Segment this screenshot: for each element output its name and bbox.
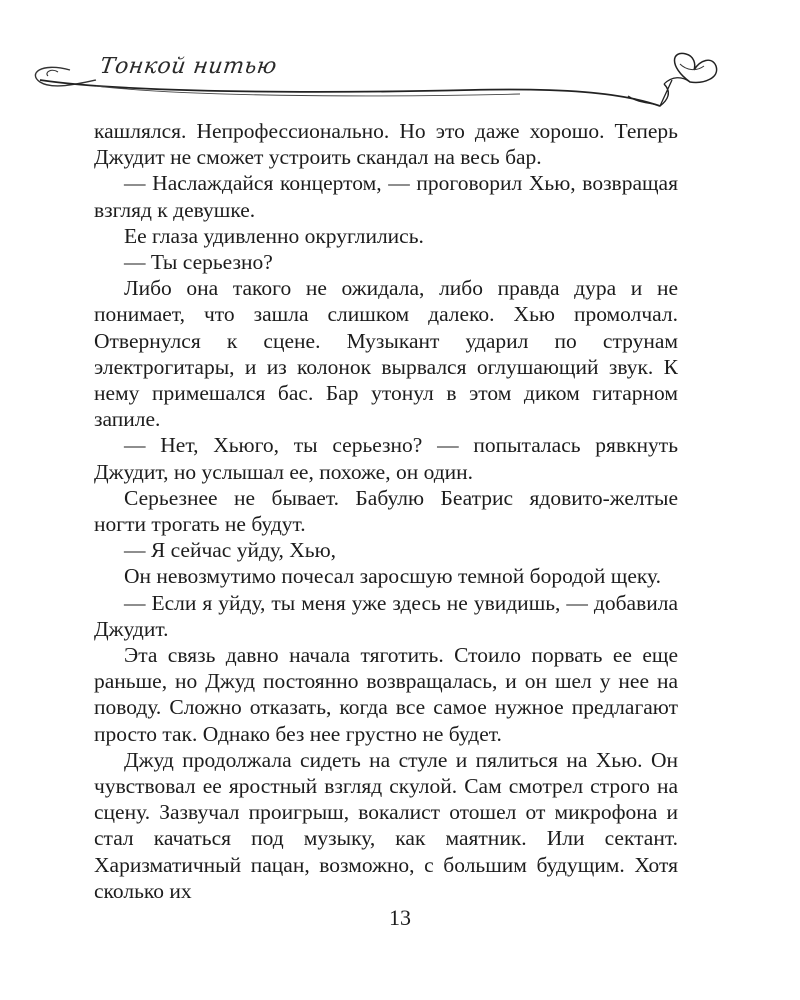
paragraph: Джуд продолжала сидеть на стуле и пялиться на Хью. Он чувствовал ее яростный взгляд скулой. Сам смотрел строго на сцену. Зазвучал проигрыш, вокалист отошел от микрофона и стал качаться под музыку, как маятник. Или сектант. Харизматичный пацан, возможно, с большим будущим. Хотя сколько их [94,747,678,903]
paragraph: — Я сейчас уйду, Хью, [124,538,337,563]
body-text [94,118,678,904]
running-header [0,40,800,130]
paragraph: Он невозмутимо почесал заросшую темной бородой щеку. [124,564,662,589]
paragraph: — Наслаждайся концертом, — проговорил Хью, возвращая взгляд к девушке. [94,171,678,222]
paragraph: Серьезнее не бывает. Бабулю Беатрис ядовито-желтые ногти трогать не будут. [94,485,678,537]
paragraph: Либо она такого не ожидала, либо правда дура и не понимает, что зашла слишком далеко. Хью промолчал. Отвернулся к сцене. Музыкант ударил по струнам электрогитары, и из колонок вырвался оглушающий звук. К нему примешался бас. Бар утонул в этом диком гитарном запиле. [94,276,678,432]
paragraph: — Если я уйду, ты меня уже здесь не увидишь, — добавила Джудит. [94,590,678,641]
paragraph: Ее глаза удивленно округлились. [124,223,424,248]
paragraph: — Ты серьезно? [124,250,273,275]
page-number: 13 [389,905,411,930]
paragraph: кашлялся. Непрофессионально. Но это даже хорошо. Теперь Джудит не сможет устроить скандал на весь бар. [94,119,678,170]
running-title: Тонкой нитью [98,54,279,79]
paragraph: — Нет, Хьюго, ты серьезно? — попыталась рявкнуть Джудит, но услышал ее, похоже, он один. [94,433,678,484]
paragraph: Эта связь давно начала тяготить. Стоило порвать ее еще раньше, но Джуд постоянно возвращалась, и он шел у нее на поводу. Сложно отказать, когда все самое нужное предлагают просто так. Однако без нее грустно не будет. [94,643,678,746]
